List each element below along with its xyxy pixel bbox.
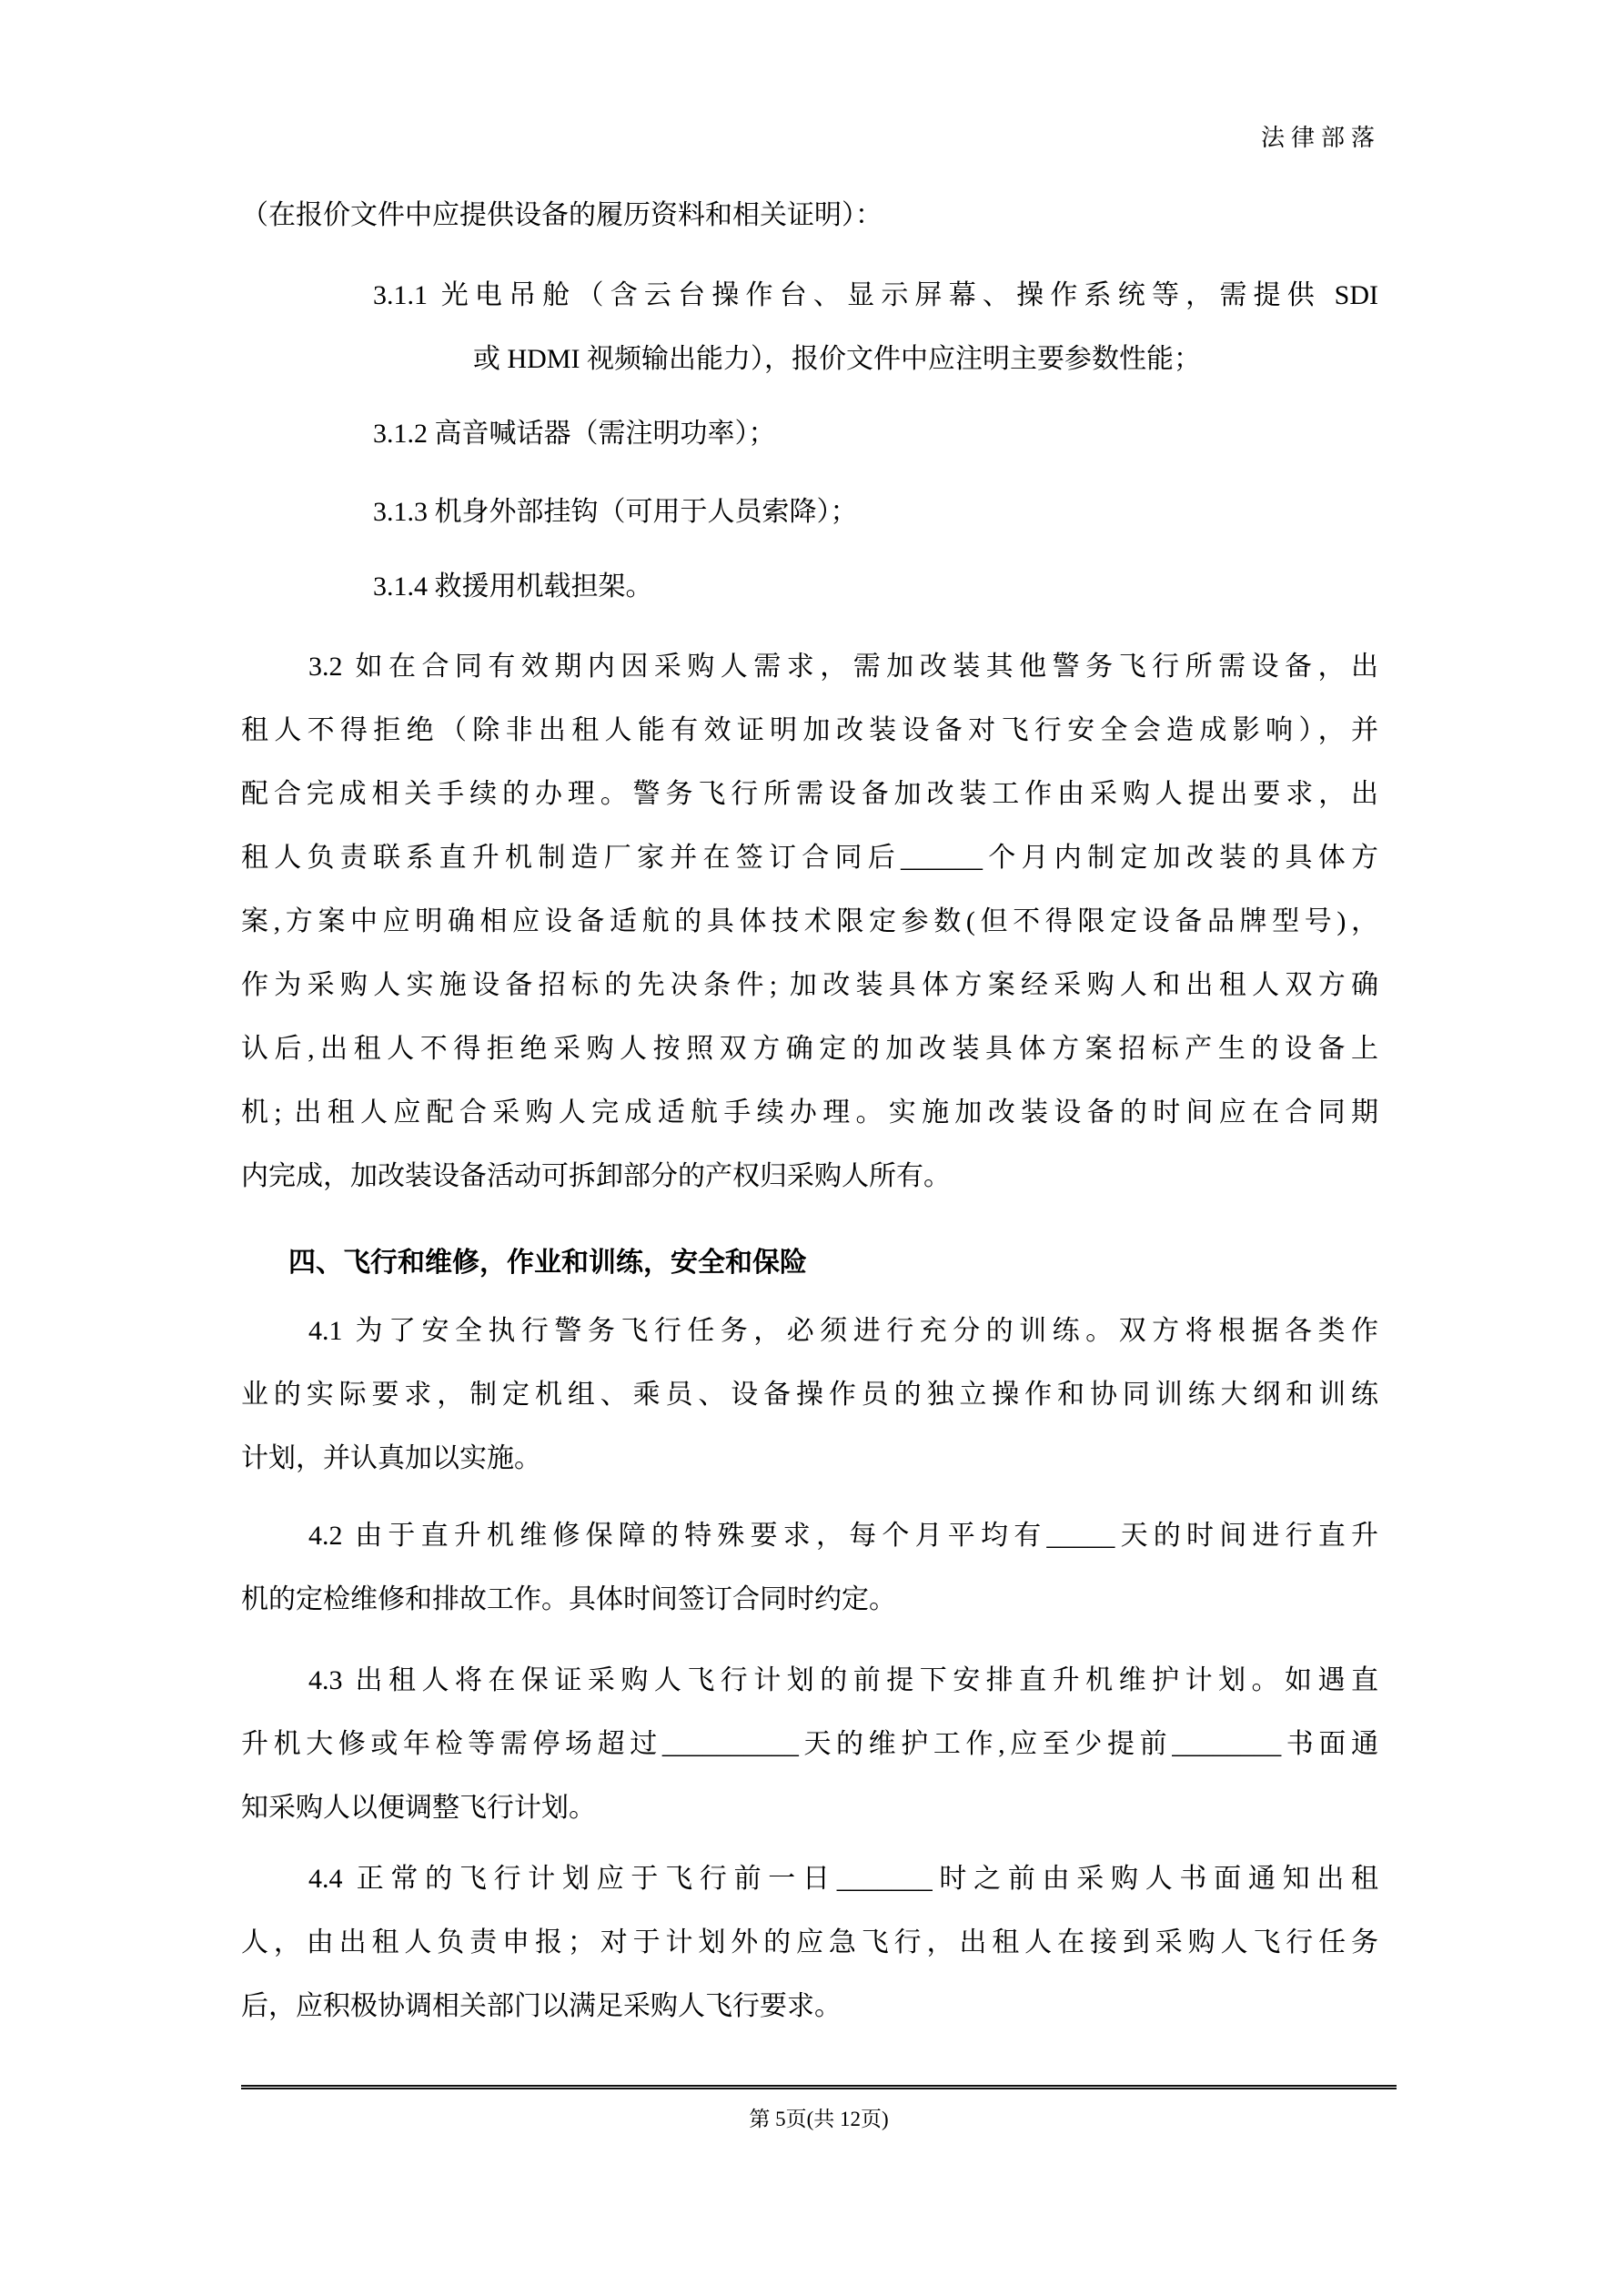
clause-4-3-line-3: 知采购人以便调整飞行计划。 bbox=[241, 1793, 596, 1823]
clause-4-1-line-3: 计划，并认真加以实施。 bbox=[241, 1443, 541, 1473]
clause-3-2-line-9: 内完成，加改装设备活动可拆卸部分的产权归采购人所有。 bbox=[241, 1161, 951, 1191]
section-4-heading: 四、飞行和维修，作业和训练，安全和保险 bbox=[288, 1248, 807, 1278]
clause-3-2-line-5: 案,方案中应明确相应设备适航的具体技术限定参数(但不得限定设备品牌型号)， bbox=[241, 906, 1378, 936]
footer-rule bbox=[241, 2085, 1397, 2089]
clause-3-1-3-line: 3.1.3 机身外部挂钩（可用于人员索降）； bbox=[373, 497, 858, 527]
clause-3-2-line-6: 作为采购人实施设备招标的先决条件; 加改装具体方案经采购人和出租人双方确 bbox=[241, 970, 1378, 1000]
document-body bbox=[241, 184, 1378, 2038]
clause-4-3-line-1: 4.3 出租人将在保证采购人飞行计划的前提下安排直升机维护计划。如遇直 bbox=[308, 1665, 1378, 1695]
clause-4-2-line-1: 4.2 由于直升机维修保障的特殊要求，每个月平均有_____天的时间进行直升 bbox=[308, 1521, 1378, 1551]
clause-3-2-line-1: 3.2 如在合同有效期内因采购人需求，需加改装其他警务飞行所需设备，出 bbox=[308, 652, 1378, 682]
clause-4-1-line-2: 业的实际要求，制定机组、乘员、设备操作员的独立操作和协同训练大纲和训练 bbox=[241, 1380, 1378, 1410]
clause-3-1-4-line: 3.1.4 救援用机载担架。 bbox=[373, 571, 653, 602]
clause-3-2-line-8: 机; 出租人应配合采购人完成适航手续办理。实施加改装设备的时间应在合同期 bbox=[241, 1097, 1378, 1128]
clause-3-1-1-line-1: 3.1.1 光电吊舱（含云台操作台、显示屏幕、操作系统等，需提供 SDI bbox=[373, 280, 1378, 310]
clause-3-2-line-3: 配合完成相关手续的办理。警务飞行所需设备加改装工作由采购人提出要求，出 bbox=[241, 779, 1378, 809]
clause-4-1-line-1: 4.1 为了安全执行警务飞行任务，必须进行充分的训练。双方将根据各类作 bbox=[308, 1316, 1378, 1346]
clause-3-1-2-line: 3.1.2 高音喊话器（需注明功率）； bbox=[373, 419, 776, 449]
clause-4-4-line-3: 后，应积极协调相关部门以满足采购人飞行要求。 bbox=[241, 1991, 842, 2021]
clause-3-2-line-7: 认后,出租人不得拒绝采购人按照双方确定的加改装具体方案招标产生的设备上 bbox=[241, 1034, 1378, 1064]
clause-4-3-line-2: 升机大修或年检等需停场超过__________天的维护工作,应至少提前________书面通 bbox=[241, 1729, 1378, 1759]
clause-4-4-line-1: 4.4 正常的飞行计划应于飞行前一日_______时之前由采购人书面通知出租 bbox=[308, 1864, 1378, 1894]
clause-4-2-line-2: 机的定检维修和排故工作。具体时间签订合同时约定。 bbox=[241, 1584, 896, 1614]
page-number: 第 5页(共 12页) bbox=[749, 2108, 889, 2130]
header-brand: 法律部落 bbox=[1260, 125, 1381, 151]
clause-3-2-line-4: 租人负责联系直升机制造厂家并在签订合同后______个月内制定加改装的具体方 bbox=[241, 843, 1378, 873]
page-footer bbox=[241, 2085, 1397, 2132]
clause-3-1-1-line-2: 或 HDMI 视频输出能力），报价文件中应注明主要参数性能； bbox=[473, 344, 1201, 374]
clause-4-4-line-2: 人，由出租人负责申报；对于计划外的应急飞行，出租人在接到采购人飞行任务 bbox=[241, 1927, 1378, 1957]
clause-3-2-line-2: 租人不得拒绝（除非出租人能有效证明加改装设备对飞行安全会造成影响），并 bbox=[241, 715, 1378, 745]
intro-note-line: （在报价文件中应提供设备的履历资料和相关证明）： bbox=[241, 200, 883, 230]
